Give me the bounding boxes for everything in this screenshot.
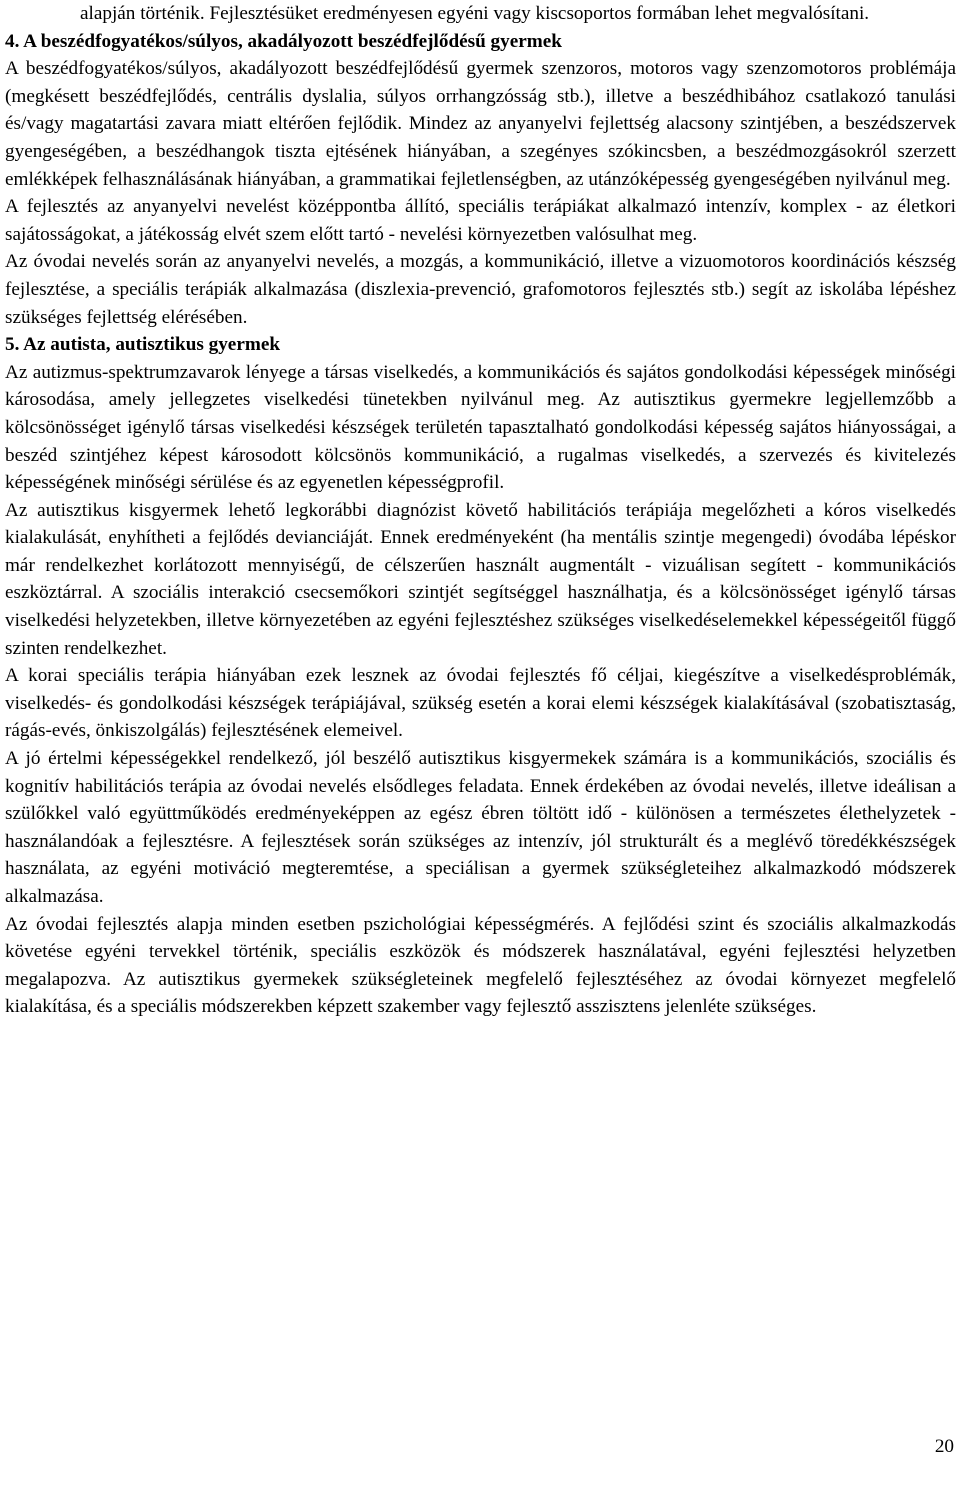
paragraph: Az autisztikus kisgyermek lehető legkorábbi diagnózist követő habilitációs terápiája megelőzheti a kóros viselkedés kialakulását, enyhítheti a fejlődés devianciáját. Ennek eredményeként (ha mentális szintje megengedi) óvodába lépéskor már rendelkezhet korlátozott mennyiségű, de célszerűen használt augmentált - vizuálisan segített - kommunikációs eszköztárral. A szociális interakció csecsemőkori szintjét segítséggel használhatja, és a kölcsönösséget igénylő társas viselkedési helyzetekben, illetve környezetében az egyéni fejlesztéshez szükséges viselkedéselemekkel képességeitől függő szinten rendelkezhet. (5, 499, 956, 659)
paragraph: A beszédfogyatékos/súlyos, akadályozott beszédfejlődésű gyermek szenzoros, motoros vagy szenzomotoros problémája (megkésett beszédfejlődés, centrális dyslalia, súlyos orrhangzósság stb.), illetve a beszédhibához csatlakozó tanulási és/vagy magatartási zavara miatt eltérően fejlődik. Mindez az anyanyelvi fejlettség alacsony szintjében, a beszédszervek gyengeségében, a beszédhangok tiszta ejtésének hiányában, a szegényes szókincsben, a beszédmozgásokról szerzett emlékképek felhasználásának hiányában, a grammatikai fejletlenségben, az utánzóképesség gyengeségében nyilvánul meg. (5, 58, 956, 190)
paragraph: A fejlesztés az anyanyelvi nevelést középpontba állító, speciális terápiákat alkalmazó intenzív, komplex - az életkori sajátosságokat, a játékosság elvét szem előtt tartó - nevelési környezetben valósulhat meg. (5, 196, 956, 245)
document-page (5, 0, 956, 1021)
paragraph: A korai speciális terápia hiányában ezek lesznek az óvodai fejlesztés fő céljai, kiegészítve a viselkedésproblémák, viselkedés- és gondolkodási készségek terápiájával, szükség esetén a korai elemi készségek kialakításával (szobatisztaság, rágás-evés, önkiszolgálás) fejlesztésének elemeivel. (5, 665, 956, 742)
paragraph: Az autizmus-spektrumzavarok lényege a társas viselkedés, a kommunikációs és sajátos gondolkodási képességek minőségi károsodása, amely jellegzetes viselkedési tünetekben nyilvánul meg. Az autisztikus gyermekre legjellemzőbb a kölcsönösséget igénylő társas viselkedési készségek területén tapasztalható gondolkodási képesség sajátos hiányosságai, a beszéd szintjéhez képest károsodott kölcsönös kommunikáció, a rugalmas viselkedés, a szervezés és kivitelezés képességének minőségi sérülése és az egyenetlen képességprofil. (5, 361, 956, 494)
section-heading-4: 4. A beszédfogyatékos/súlyos, akadályozott beszédfejlődésű gyermek (5, 30, 562, 52)
paragraph: Az óvodai fejlesztés alapja minden esetben pszichológiai képességmérés. A fejlődési szint és szociális alkalmazkodás követése egyéni tervekkel történik, speciális eszközök és módszerek használatával, egyéni fejlesztési helyzetben megalapozva. Az autisztikus gyermekek szükségleteinek megfelelő fejlesztéséhez az óvodai környezet megfelelő kialakítása, és a speciális módszerekben képzett szakember vagy fejlesztő asszisztens jelenléte szükséges. (5, 913, 956, 1018)
section-heading-5: 5. Az autista, autisztikus gyermek (5, 334, 281, 356)
paragraph-continuation: alapján történik. Fejlesztésüket eredményesen egyéni vagy kiscsoportos formában lehet megvalósítani. (80, 3, 870, 24)
paragraph: A jó értelmi képességekkel rendelkező, jól beszélő autisztikus kisgyermekek számára is a kommunikációs, szociális és kognitív habilitációs terápia az óvodai nevelés elsődleges feladata. Ennek érdekében az óvodai nevelés, illetve ideálisan a szülőkkel való együttműködés eredményeképpen az egész ébren töltött idő - különösen a természetes élethelyzetek - használandóak a fejlesztésre. A fejlesztések során szükséges az intenzív, jól strukturált és a meglévő töredékkészségek használata, az egyéni motiváció megteremtése, a speciálisan a gyermek szükségleteihez alkalmazkodó módszerek alkalmazása. (5, 748, 956, 907)
paragraph: Az óvodai nevelés során az anyanyelvi nevelés, a mozgás, a kommunikáció, illetve a vizuomotoros koordinációs készség fejlesztése, a speciális terápiák alkalmazása (diszlexia-prevenció, grafomotoros fejlesztés stb.) segít az iskolába lépéshez szükséges fejlettség elérésében. (5, 251, 956, 328)
page-number: 20 (934, 1436, 954, 1457)
